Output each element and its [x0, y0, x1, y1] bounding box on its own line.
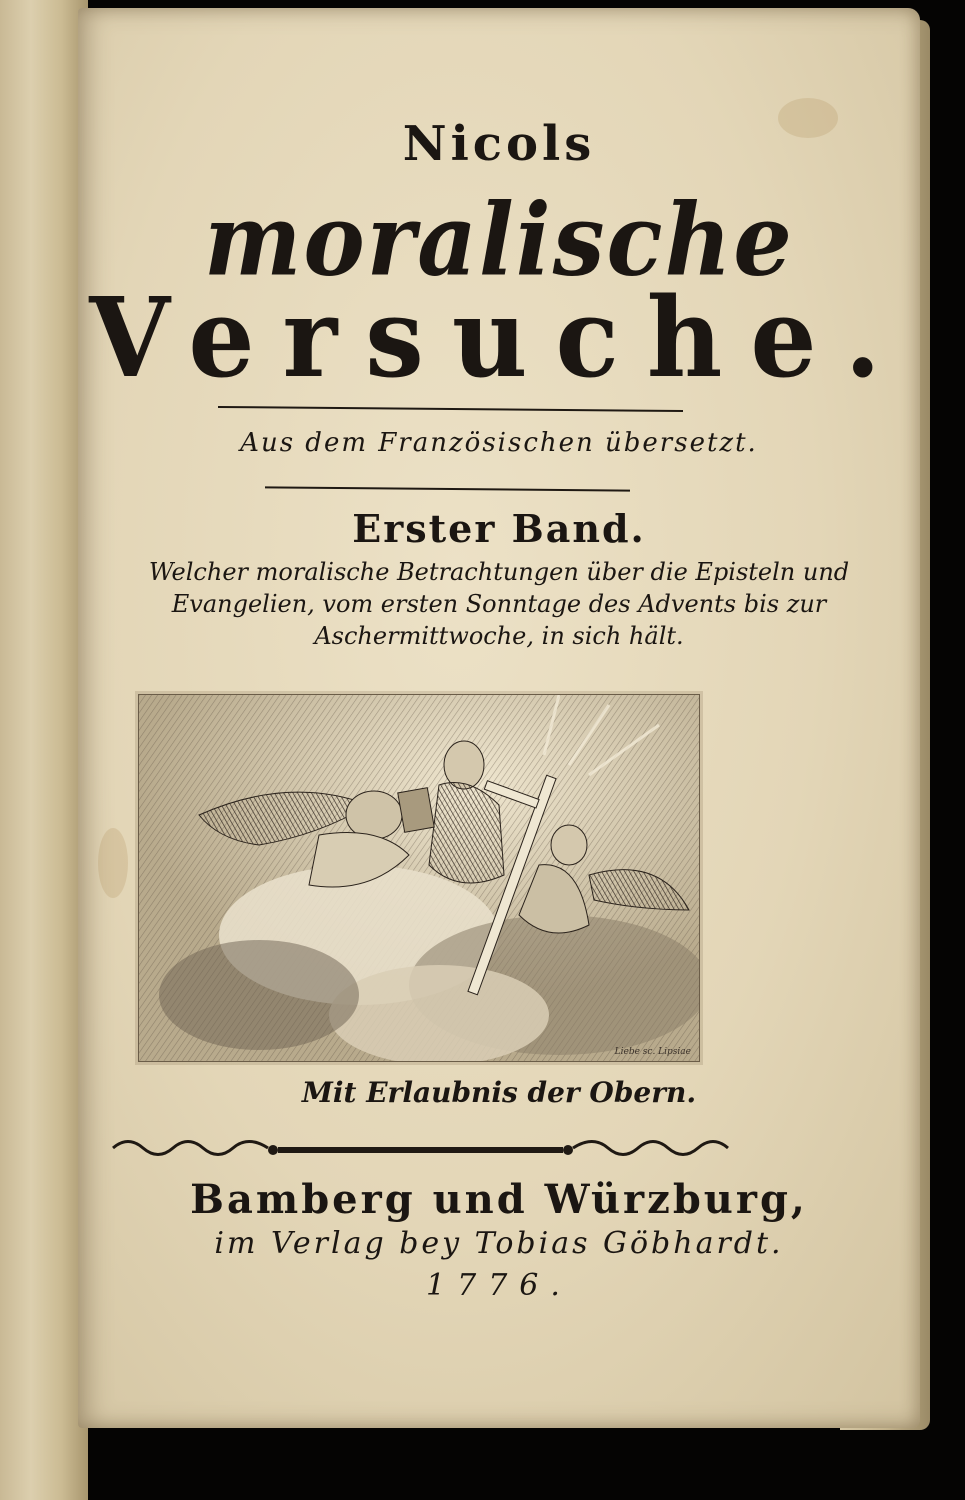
engraver-signature: Liebe sc. Lipsiae — [614, 1047, 691, 1057]
publication-year: 1776. — [426, 1268, 572, 1303]
title-line-1: moralische — [204, 181, 794, 299]
title-line-2: Versuche. — [89, 272, 909, 403]
rule-middle — [265, 486, 630, 491]
volume-description: Welcher moralische Betrachtungen über die Episteln und Evangelien, vom ersten Sonntage des Advents bis zur Aschermittwoche, in sich hält. — [148, 558, 850, 650]
title-page — [78, 8, 920, 1428]
ornament-divider-icon — [108, 1130, 733, 1170]
publisher-line: im Verlag bey Tobias Göbhardt. — [214, 1226, 784, 1261]
paper-stain — [98, 828, 128, 898]
engraving-illustration — [138, 694, 700, 1062]
translation-note: Aus dem Französischen übersetzt. — [240, 428, 758, 458]
author-name: Nicols — [402, 116, 596, 172]
permission-line: Mit Erlaubnis der Obern. — [301, 1076, 697, 1109]
publication-place: Bamberg und Würzburg, — [190, 1176, 808, 1223]
rule-top — [218, 406, 683, 412]
volume-label: Erster Band. — [352, 506, 646, 551]
engraving-icon — [139, 695, 699, 1061]
book-spine — [0, 0, 88, 1500]
